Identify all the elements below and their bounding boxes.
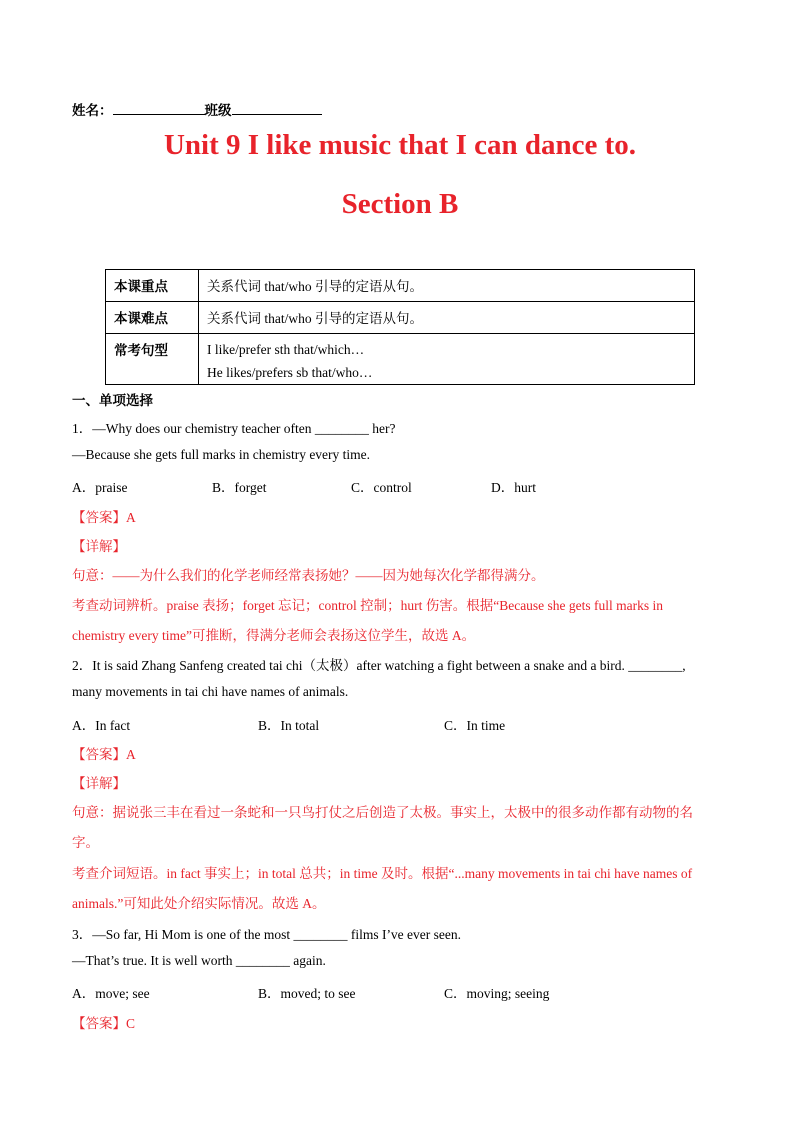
name-blank[interactable]	[113, 102, 205, 115]
name-label: 姓名：	[72, 103, 113, 118]
page-title: Unit 9 I like music that I can dance to.	[163, 129, 637, 161]
option-a: A．In fact	[72, 718, 131, 733]
table-value	[199, 334, 695, 385]
section-heading: 一、单项选择	[72, 393, 153, 408]
table-key: 常考句型	[106, 334, 199, 385]
explanation-line: animals.”可知此处介绍实际情况。故选 A。	[72, 896, 326, 911]
question-stem: 3．—So far, Hi Mom is one of the most ________ films I’ve ever seen.	[72, 927, 462, 942]
section-subtitle: Section B	[341, 188, 459, 220]
detail-label: 【详解】	[72, 539, 126, 554]
option-c: C．In time	[444, 718, 506, 733]
explanation-line: 字。	[72, 835, 99, 850]
option-b: B．moved; to see	[258, 986, 356, 1001]
answer: 【答案】C	[72, 1016, 136, 1031]
question-stem: 1．—Why does our chemistry teacher often ________ her?	[72, 421, 396, 436]
table-value: 关系代词 that/who 引导的定语从句。	[199, 302, 695, 334]
option-b: B．In total	[258, 718, 320, 733]
class-label: 班级	[204, 103, 232, 118]
table-value-line: He likes/prefers sb that/who…	[207, 365, 373, 380]
class-blank[interactable]	[232, 102, 322, 115]
table-value-line: I like/prefer sth that/which…	[207, 342, 365, 357]
student-info-line	[72, 99, 322, 119]
explanation-line: 考查动词辨析。praise 表扬；forget 忘记；control 控制；hurt 伤害。根据“Because she gets full marks in	[72, 598, 664, 613]
option-b: B．forget	[212, 480, 267, 495]
answer: 【答案】A	[72, 510, 136, 525]
option-a: A．move; see	[72, 986, 150, 1001]
explanation-line: chemistry every time”可推断，得满分老师会表扬这位学生，故选 A。	[72, 628, 476, 643]
question-stem-line2: —Because she gets full marks in chemistry every time.	[72, 447, 371, 462]
explanation-line: 句意：——为什么我们的化学老师经常表扬她？——因为她每次化学都得满分。	[72, 568, 545, 583]
table-value: 关系代词 that/who 引导的定语从句。	[199, 270, 695, 302]
table-key: 本课难点	[106, 302, 199, 334]
table-row	[106, 270, 695, 302]
table-key: 本课重点	[106, 270, 199, 302]
answer: 【答案】A	[72, 747, 136, 762]
option-c: C．control	[351, 480, 412, 495]
option-c: C．moving; seeing	[444, 986, 550, 1001]
question-stem-line2: many movements in tai chi have names of animals.	[72, 684, 349, 699]
explanation-line: 句意：据说张三丰在看过一条蛇和一只鸟打仗之后创造了太极。事实上，太极中的很多动作都有动物的名	[72, 805, 693, 820]
explanation-line: 考查介词短语。in fact 事实上；in total 总共；in time 及时。根据“...many movements in tai chi have names of	[72, 866, 693, 881]
question-stem: 2．It is said Zhang Sanfeng created tai chi（太极）after watching a fight between a snake and a bird. ________,	[72, 658, 686, 673]
question-stem-line2: —That’s true. It is well worth ________ again.	[72, 953, 326, 968]
detail-label: 【详解】	[72, 776, 126, 791]
lesson-info-table	[105, 269, 695, 385]
table-row	[106, 334, 695, 385]
option-a: A．praise	[72, 480, 128, 495]
option-d: D．hurt	[491, 480, 536, 495]
table-row	[106, 302, 695, 334]
